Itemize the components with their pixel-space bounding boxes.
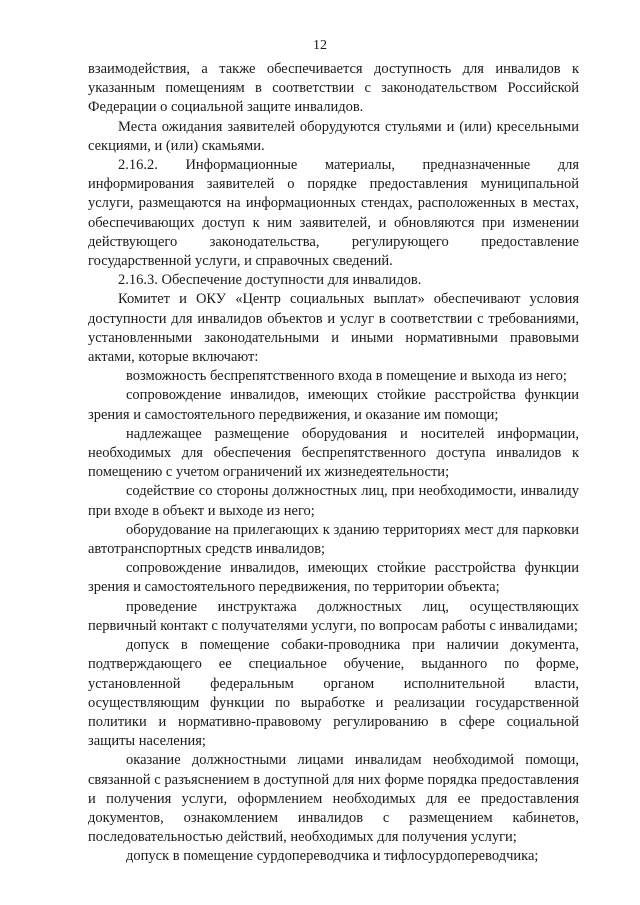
paragraph-waiting-places: Места ожидания заявителей оборудуются стульями и (или) кресельными секциями, и (или) скамьями. <box>88 118 579 154</box>
list-item: сопровождение инвалидов, имеющих стойкие расстройства функции зрения и самостоятельного передвижения, по территории объекта; <box>88 560 579 596</box>
list-item: надлежащее размещение оборудования и носителей информации, необходимых для обеспечения беспрепятственного доступа инвалидов к помещению с учетом ограничений их жизнедеятельности; <box>88 425 579 481</box>
list-item: сопровождение инвалидов, имеющих стойкие расстройства функции зрения и самостоятельного передвижения, и оказание им помощи; <box>88 387 579 423</box>
paragraph-committee-conditions: Комитет и ОКУ «Центр социальных выплат» обеспечивают условия доступности для инвалидов объектов и услуг в соответствии с требованиями, установленными законодательными и иными нормативными правовыми актами, которые включают: <box>88 291 579 366</box>
paragraph-accessibility-continuation: взаимодействия, а также обеспечивается доступность для инвалидов к указанным помещениям в соответствии с законодательством Российской Федерации о социальной защите инвалидов. <box>88 61 579 116</box>
list-item: допуск в помещение собаки-проводника при наличии документа, подтверждающего ее специальное обучение, выданного по форме, установленной федеральным органом исполнительной власти, осуществляющим функции по выработке и реализации государственной политики и нормативно-правовому регулированию в сфере социальной защиты населения; <box>88 637 579 750</box>
list-item: возможность беспрепятственного входа в помещение и выхода из него; <box>126 368 567 385</box>
list-item: допуск в помещение сурдопереводчика и тифлосурдопереводчика; <box>126 848 539 865</box>
list-item: оборудование на прилегающих к зданию территориях мест для парковки автотранспортных средств инвалидов; <box>88 521 579 558</box>
document-body <box>88 60 579 867</box>
list-item: проведение инструктажа должностных лиц, осуществляющих первичный контакт с получателями услуги, по вопросам работы с инвалидами; <box>88 598 579 634</box>
paragraph-2-16-2: 2.16.2. Информационные материалы, предназначенные для информирования заявителей о порядке предоставления муниципальной услуги, размещаются на информационных стендах, расположенных в местах, обеспечивающих доступ к ним заявителей, и обновляются при изменении действующего законодательства, регулирующего предоставление государственной услуги, и справочных сведений. <box>88 157 579 270</box>
paragraph-2-16-3-heading: 2.16.3. Обеспечение доступности для инвалидов. <box>118 272 422 289</box>
page-number: 12 <box>313 38 327 53</box>
list-item: оказание должностными лицами инвалидам необходимой помощи, связанной с разъяснением в доступной для них форме порядка предоставления и получения услуги, оформлением необходимых для ее предоставления документов, ознакомлением инвалидов с размещением кабинетов, последовательностью действий, необходимых для получения услуги; <box>88 752 579 846</box>
list-item: содействие со стороны должностных лиц, при необходимости, инвалиду при входе в объект и выходе из него; <box>88 483 579 519</box>
